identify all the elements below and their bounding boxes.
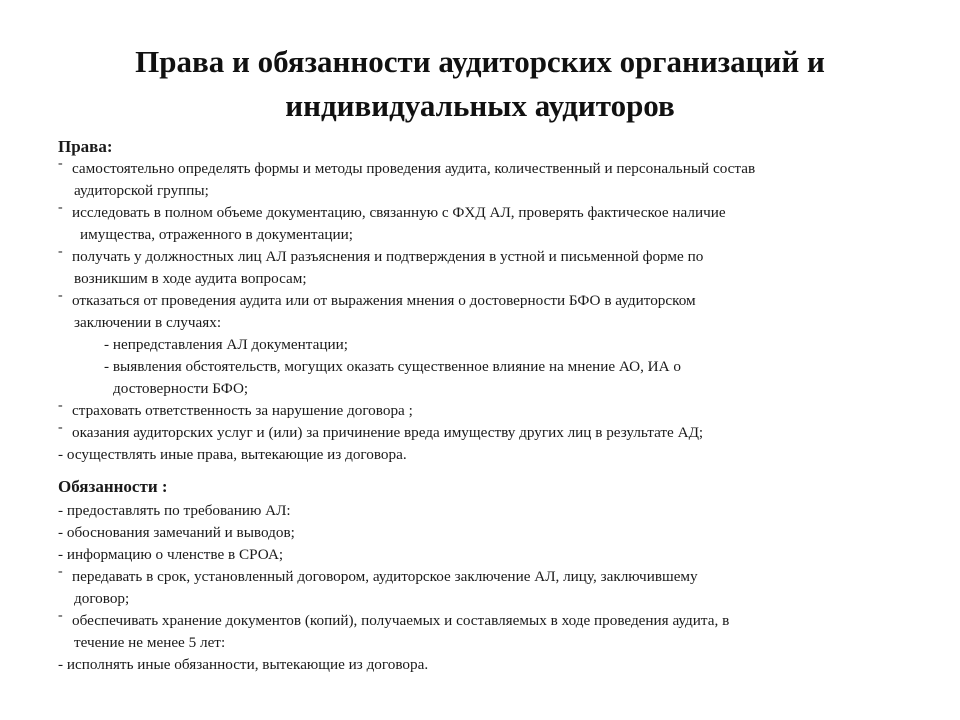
rights-item-4 — [58, 290, 904, 334]
bullet-dash: - — [58, 288, 63, 303]
duties-item-2-cont: течение не менее 5 лет: — [74, 634, 226, 651]
bullet-dash: - — [58, 398, 63, 413]
duties-heading: Обязанности : — [58, 477, 168, 496]
rights-item-3 — [58, 246, 904, 290]
rights-item-4-cont: заключении в случаях: — [74, 314, 222, 331]
duties-item-1 — [58, 566, 904, 610]
rights-item-1-cont: аудиторской группы; — [74, 182, 209, 199]
rights-item-5 — [58, 400, 904, 422]
rights-heading: Права: — [58, 137, 113, 156]
rights-item-6 — [58, 422, 904, 444]
rights-item-5-text: страховать ответственность за нарушение договора ; — [72, 402, 413, 419]
rights-item-2-cont: имущества, отраженного в документации; — [80, 226, 353, 243]
duties-item-last: - исполнять иные обязанности, вытекающие из договора. — [58, 656, 429, 673]
rights-item-2 — [58, 202, 904, 246]
bullet-dash: - — [58, 200, 63, 215]
slide-body — [58, 136, 904, 676]
rights-subitem-2-cont: достоверности БФО; — [113, 380, 249, 397]
duties-inline-item-2: - обоснования замечаний и выводов; — [58, 524, 295, 541]
bullet-dash: - — [58, 244, 63, 259]
rights-subitem-2-text: - выявления обстоятельств, могущих оказать существенное влияние на мнение АО, ИА о — [104, 358, 682, 375]
rights-item-4-text: отказаться от проведения аудита или от выражения мнения о достоверности БФО в аудиторском — [72, 292, 696, 309]
duties-item-1-text: передавать в срок, установленный договором, аудиторское заключение АЛ, лицу, заключившему — [72, 568, 698, 585]
duties-item-2 — [58, 610, 904, 654]
bullet-dash: - — [58, 156, 63, 171]
rights-item-6-text: оказания аудиторских услуг и (или) за причинение вреда имуществу других лиц в результате АД; — [72, 424, 704, 441]
slide-title — [40, 40, 920, 128]
duties-item-2-text: обеспечивать хранение документов (копий), получаемых и составляемых в ходе проведения аудита, в — [72, 612, 730, 629]
rights-item-3-cont: возникшим в ходе аудита вопросам; — [74, 270, 307, 287]
title-line-1: Права и обязанности аудиторских организаций и — [135, 44, 825, 79]
bullet-dash: - — [58, 564, 63, 579]
rights-subitem-1 — [58, 334, 904, 356]
duties-item-1-cont: договор; — [74, 590, 130, 607]
duties-inline-item-3: - информацию о членстве в СРОА; — [58, 546, 284, 563]
rights-subitem-1-text: - непредставления АЛ документации; — [104, 336, 348, 353]
duties-inline-item-1: - предоставлять по требованию АЛ: — [58, 502, 291, 519]
rights-item-2-text: исследовать в полном объеме документацию, связанную с ФХД АЛ, проверять фактическое наличие — [72, 204, 726, 221]
rights-subitem-2 — [58, 356, 904, 400]
title-line-2: индивидуальных аудиторов — [285, 88, 675, 123]
bullet-dash: - — [58, 420, 63, 435]
bullet-dash: - — [58, 608, 63, 623]
rights-item-3-text: получать у должностных лиц АЛ разъяснения и подтверждения в устной и письменной форме по — [72, 248, 704, 265]
rights-item-last: - осуществлять иные права, вытекающие из договора. — [58, 446, 407, 463]
rights-item-1-text: самостоятельно определять формы и методы проведения аудита, количественный и персональный состав — [72, 160, 756, 177]
rights-item-1 — [58, 158, 904, 202]
